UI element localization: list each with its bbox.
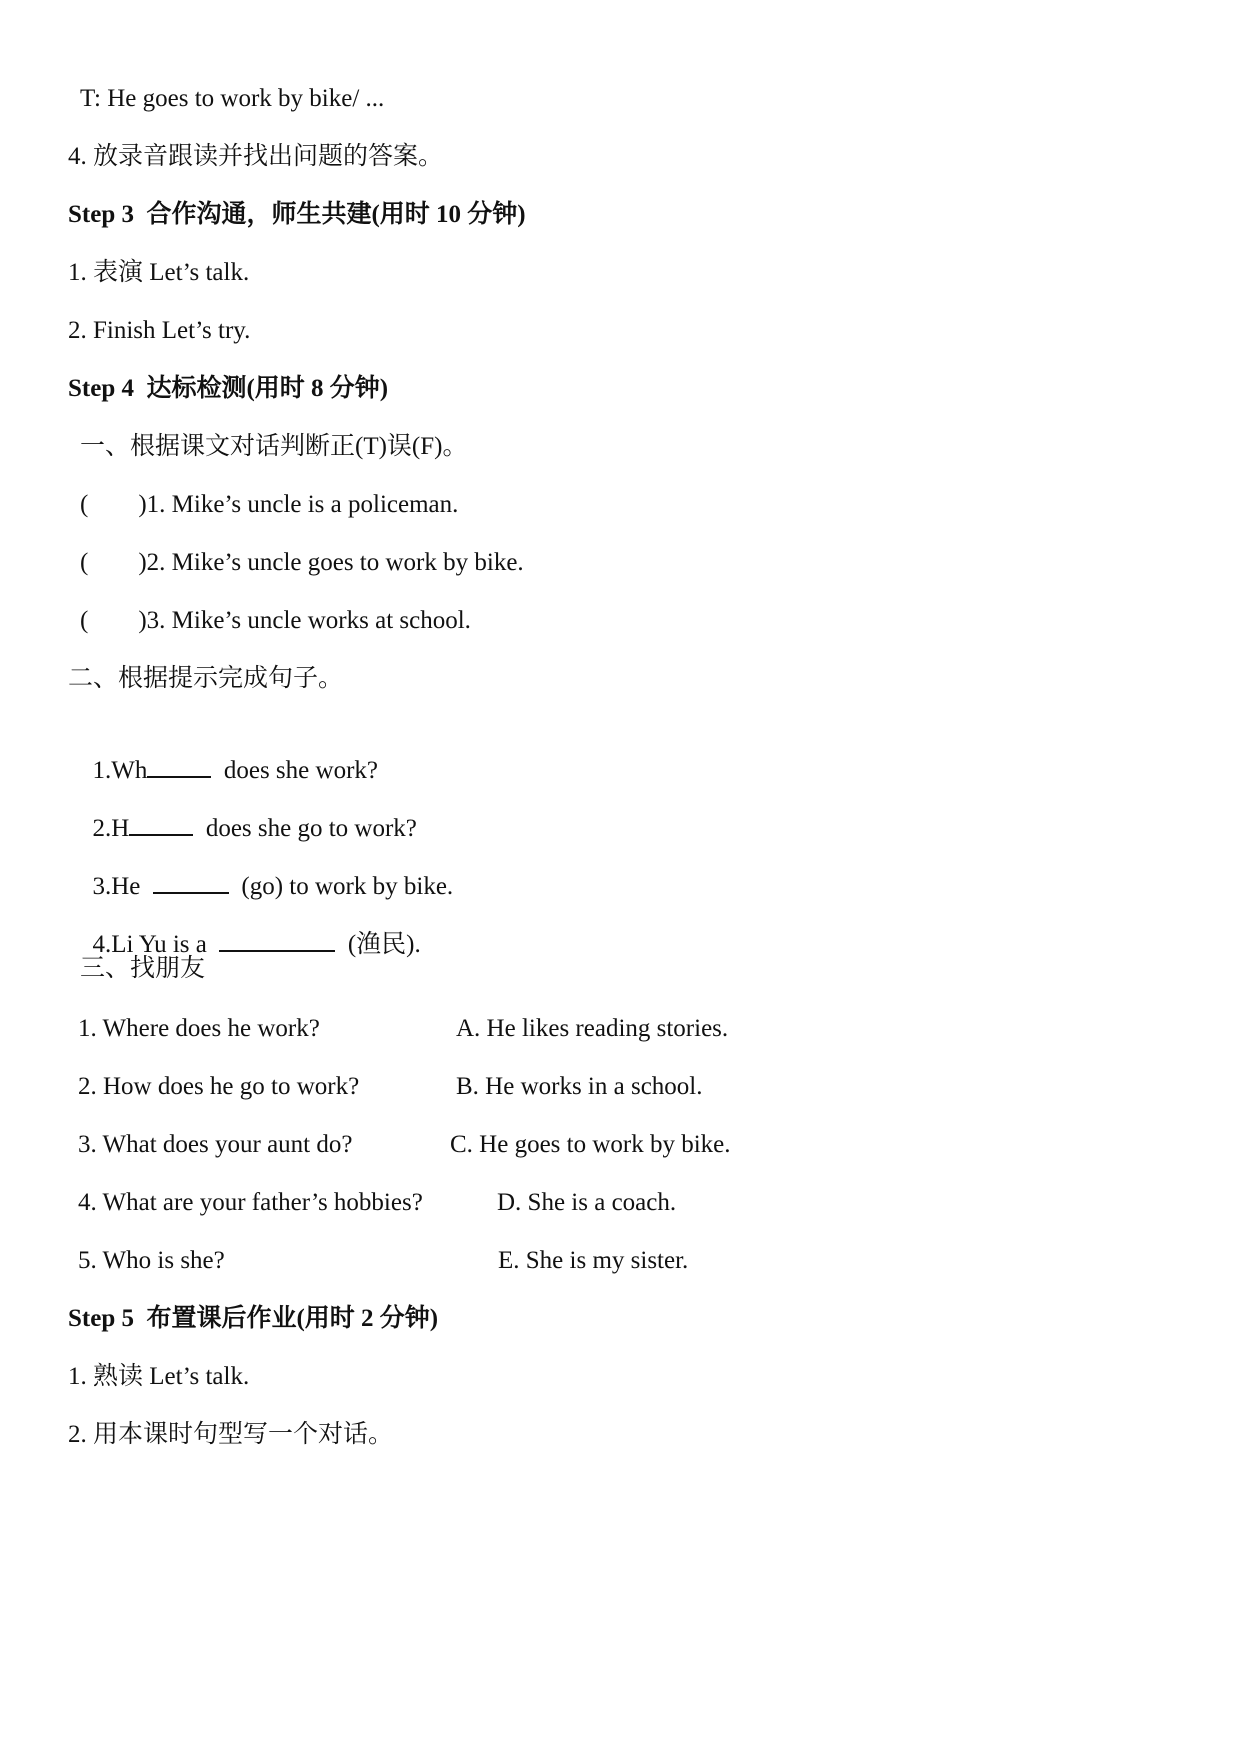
fill-item-2-prefix: 2.H <box>92 815 130 842</box>
match-answer-c: C. He goes to work by bike. <box>450 1131 731 1158</box>
fill-item-1-prefix: 1.Wh <box>92 757 148 784</box>
fill-item-4-prefix: 4.Li Yu is a <box>92 931 220 958</box>
part1-title: 一、根据课文对话判断正(T)误(F)。 <box>80 433 468 460</box>
step5-item-1: 1. 熟读 Let’s talk. <box>68 1363 250 1390</box>
step3-heading: Step 3 合作沟通，师生共建(用时 10 分钟) <box>68 201 526 228</box>
match-answer-e: E. She is my sister. <box>498 1247 689 1274</box>
true-false-item-1: ( )1. Mike’s uncle is a policeman. <box>80 491 459 518</box>
match-question-5: 5. Who is she? <box>78 1247 225 1274</box>
answer-blank[interactable] <box>129 812 193 836</box>
part3-title: 三、找朋友 <box>80 955 206 982</box>
match-answer-b: B. He works in a school. <box>456 1073 703 1100</box>
fill-item-3-prefix: 3.He <box>92 873 153 900</box>
match-question-4: 4. What are your father’s hobbies? <box>78 1189 423 1216</box>
fill-item-2-suffix: does she go to work? <box>193 815 417 842</box>
fill-item-3-suffix: (go) to work by bike. <box>228 873 454 900</box>
step3-item-2: 2. Finish Let’s try. <box>68 317 251 344</box>
answer-blank[interactable] <box>147 754 211 778</box>
teacher-line: T: He goes to work by bike/ ... <box>80 85 385 112</box>
match-question-2: 2. How does he go to work? <box>78 1073 360 1100</box>
step2-item-4: 4. 放录音跟读并找出问题的答案。 <box>68 143 444 170</box>
fill-item-1-suffix: does she work? <box>211 757 378 784</box>
match-answer-a: A. He likes reading stories. <box>456 1015 729 1042</box>
step5-item-2: 2. 用本课时句型写一个对话。 <box>68 1421 394 1448</box>
step3-item-1: 1. 表演 Let’s talk. <box>68 259 250 286</box>
answer-blank[interactable] <box>219 928 335 952</box>
part2-title: 二、根据提示完成句子。 <box>68 665 344 692</box>
match-question-3: 3. What does your aunt do? <box>78 1131 353 1158</box>
true-false-item-3: ( )3. Mike’s uncle works at school. <box>80 607 471 634</box>
match-question-1: 1. Where does he work? <box>78 1015 320 1042</box>
step5-heading: Step 5 布置课后作业(用时 2 分钟) <box>68 1305 439 1332</box>
answer-blank[interactable] <box>153 870 229 894</box>
fill-item-4-suffix: (渔民). <box>335 931 421 958</box>
step4-heading: Step 4 达标检测(用时 8 分钟) <box>68 375 389 402</box>
true-false-item-2: ( )2. Mike’s uncle goes to work by bike. <box>80 549 524 576</box>
match-answer-d: D. She is a coach. <box>497 1189 677 1216</box>
